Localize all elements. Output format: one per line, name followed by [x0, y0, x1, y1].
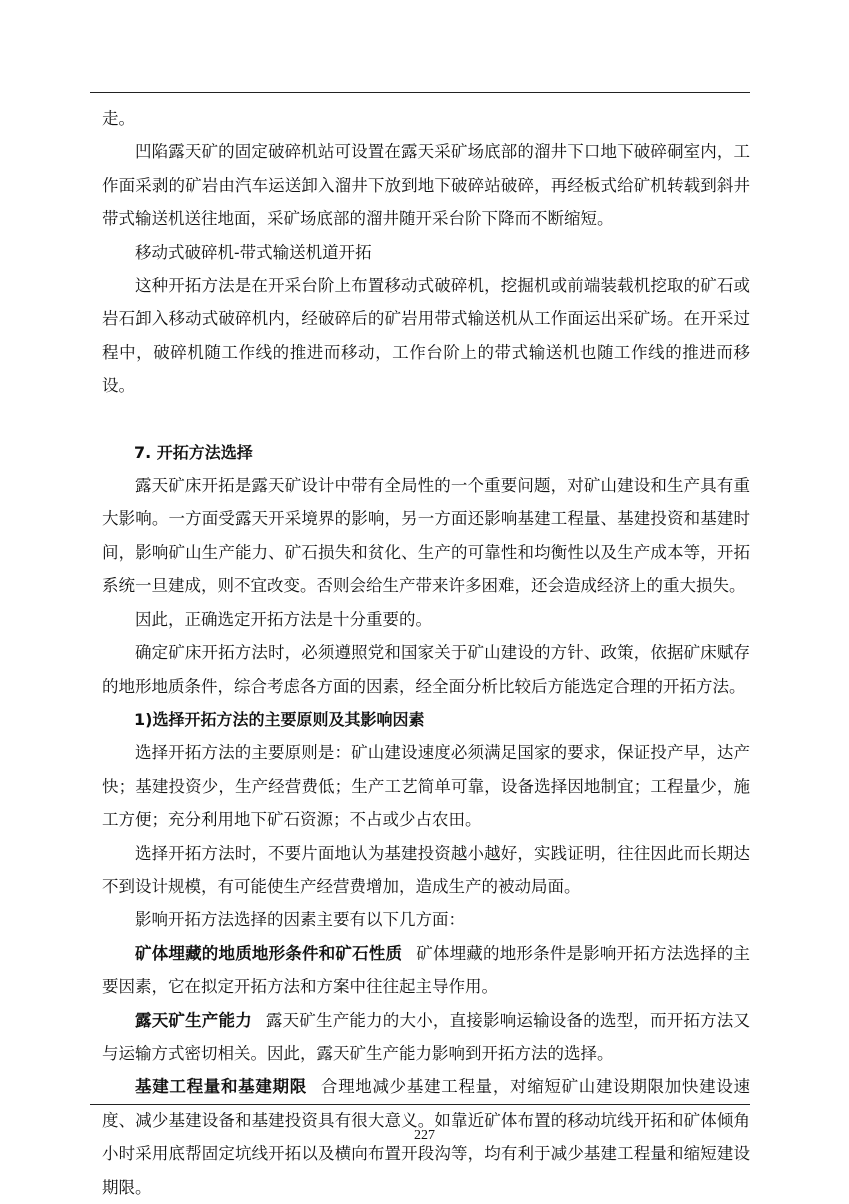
- factor-paragraph: [102, 937, 750, 1004]
- header-rule: [90, 92, 750, 93]
- paragraph: 露天矿床开拓是露天矿设计中带有全局性的一个重要问题，对矿山建设和生产具有重大影响。一方面受露天开采境界的影响，另一方面还影响基建工程量、基建投资和基建时间，影响矿山生产能力、矿石损失和贫化、生产的可靠性和均衡性以及生产成本等，开拓系统一旦建成，则不宜改变。否则会给生产带来许多困难，还会造成经济上的重大损失。: [102, 476, 750, 596]
- paragraph: 走。: [102, 109, 135, 128]
- factor-paragraph: [102, 1004, 750, 1071]
- paragraph: 影响开拓方法选择的因素主要有以下几方面：: [135, 910, 465, 930]
- factor-term: 露天矿生产能力: [135, 1010, 252, 1030]
- factor-text: 露天矿生产能力的大小，直接影响运输设备的选型，而开拓方法又与运输方式密切相关。因此，露天矿生产能力影响到开拓方法的选择。: [102, 1010, 751, 1063]
- factor-term: 矿体埋藏的地质地形条件和矿石性质: [135, 943, 403, 963]
- page-number: 227: [414, 1128, 435, 1143]
- paragraph: 这种开拓方法是在开采台阶上布置移动式破碎机，挖掘机或前端装载机挖取的矿石或岩石卸入移动式破碎机内，经破碎后的矿岩用带式输送机从工作面运出采矿场。在开采过程中，破碎机随工作线的推进而移动，工作台阶上的带式输送机也随工作线的推进而移设。: [102, 276, 750, 396]
- footer-rule: [90, 1104, 750, 1105]
- section-title: 7. 开拓方法选择: [134, 442, 253, 462]
- paragraph: 选择开拓方法时，不要片面地认为基建投资越小越好，实践证明，往往因此而长期达不到设计规模，有可能使生产经营费增加，造成生产的被动局面。: [102, 843, 750, 896]
- paragraph: 因此，正确选定开拓方法是十分重要的。: [135, 609, 432, 629]
- factor-term: 基建工程量和基建期限: [135, 1077, 307, 1097]
- subheading-line: 移动式破碎机-带式输送机道开拓: [135, 242, 372, 262]
- factor-text: 合理地减少基建工程量，对缩短矿山建设期限加快建设速度、减少基建设备和基建投资具有很大意义。如靠近矿体布置的移动坑线开拓和矿体倾角小时采用底帮固定坑线开拓以及横向布置开段沟等，均有利于减少基建工程量和缩短建设期限。: [102, 1077, 751, 1197]
- page-body: [102, 102, 750, 1204]
- paragraph: 选择开拓方法的主要原则是：矿山建设速度必须满足国家的要求，保证投产早，达产快；基建投资少，生产经营费低；生产工艺简单可靠，设备选择因地制宜；工程量少，施工方便；充分利用地下矿石资源；不占或少占农田。: [102, 743, 750, 830]
- subsection-title: 1)选择开拓方法的主要原则及其影响因素: [134, 709, 425, 729]
- paragraph: 确定矿床开拓方法时，必须遵照党和国家关于矿山建设的方针、政策，依据矿床赋存的地形地质条件，综合考虑各方面的因素，经全面分析比较后方能选定合理的开拓方法。: [102, 643, 750, 696]
- factor-text: 矿体埋藏的地形条件是影响开拓方法选择的主要因素，它在拟定开拓方法和方案中往往起主导作用。: [102, 943, 751, 997]
- paragraph: 凹陷露天矿的固定破碎机站可设置在露天采矿场底部的溜井下口地下破碎硐室内，工作面采剥的矿岩由汽车运送卸入溜井下放到地下破碎站破碎，再经板式给矿机转载到斜井带式输送机送往地面，采矿场底部的溜井随开采台阶下降而不断缩短。: [102, 142, 750, 229]
